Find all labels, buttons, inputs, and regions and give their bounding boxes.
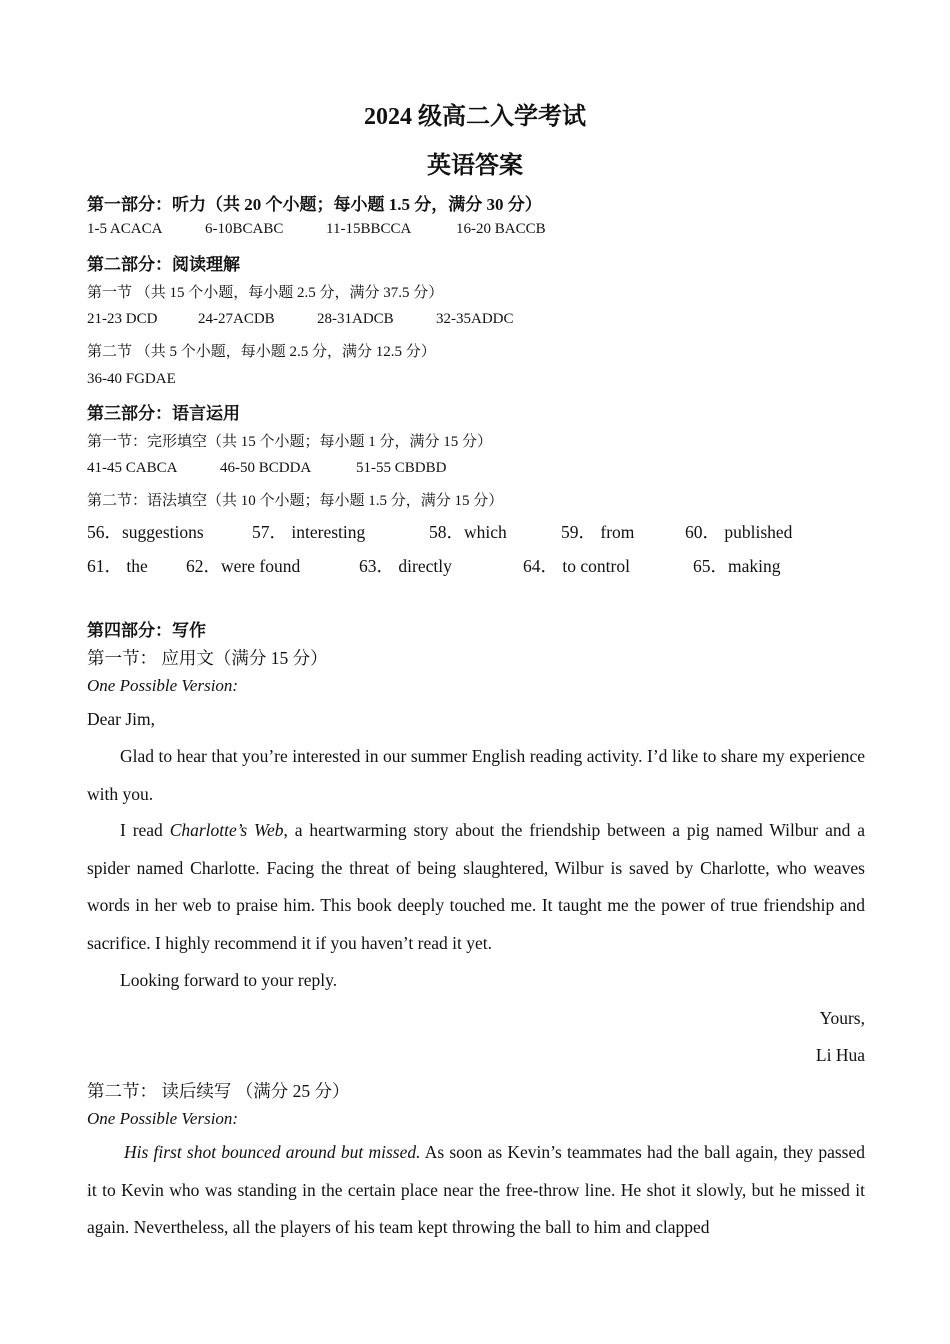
letter-p2-rest: , a heartwarming story about the friendship between a pig named Wilbur and a spider named Charlotte. Facing the threat of being slaughtered, Wilbur is saved by Charlotte, who weaves words in her web to praise him. This book deeply touched me. It taught me the power of true friendship and sacrifice. I highly recommend it if you haven’t read it yet. bbox=[87, 820, 865, 953]
letter-greeting: Dear Jim, bbox=[87, 709, 156, 729]
version-label: One Possible Version: bbox=[87, 676, 239, 695]
grammar-answer: 64． to control bbox=[523, 556, 630, 576]
answer-group: 46-50 BCDDA bbox=[220, 460, 312, 476]
grammar-answer: 63． directly bbox=[359, 556, 452, 576]
answer-group: 21-23 DCD bbox=[87, 311, 158, 327]
letter-closing: Yours, bbox=[819, 1008, 865, 1028]
part1-heading: 第一部分：听力（共 20 个小题；每小题 1.5 分，满分 30 分） bbox=[87, 195, 542, 214]
letter-signature: Li Hua bbox=[815, 1045, 865, 1065]
part4-section2-heading: 第二节： 读后续写 （满分 25 分） bbox=[87, 1081, 350, 1101]
part3-section1-heading: 第一节：完形填空（共 15 个小题；每小题 1 分，满分 15 分） bbox=[87, 434, 493, 450]
grammar-answer: 61． the bbox=[87, 556, 148, 576]
answer-group: 16-20 BACCB bbox=[456, 221, 546, 237]
grammar-answer: 57． interesting bbox=[252, 522, 366, 542]
page-title: 2024 级高二入学考试 bbox=[364, 104, 586, 130]
part2-section1-heading: 第一节 （共 15 个小题，每小题 2.5 分，满分 37.5 分） bbox=[87, 285, 444, 301]
part2-heading: 第二部分：阅读理解 bbox=[87, 255, 240, 274]
part3-section1-answers bbox=[87, 460, 446, 477]
answer-group: 51-55 CBDBD bbox=[356, 460, 447, 476]
answer-group: 6-10BCABC bbox=[205, 221, 284, 237]
answer-group: 1-5 ACACA bbox=[87, 221, 163, 237]
part1-answers bbox=[87, 221, 546, 238]
page-subtitle: 英语答案 bbox=[427, 153, 523, 179]
part2-section2-answers: 36-40 FGDAE bbox=[87, 371, 176, 387]
book-title: Charlotte’s Web bbox=[169, 820, 284, 840]
part4-heading: 第四部分：写作 bbox=[87, 621, 206, 640]
part2-section2-heading: 第二节 （共 5 个小题，每小题 2.5 分，满分 12.5 分） bbox=[87, 344, 436, 360]
version-label-2: One Possible Version: bbox=[87, 1109, 239, 1128]
answer-group: 32-35ADDC bbox=[436, 311, 514, 327]
part3-heading: 第三部分：语言运用 bbox=[87, 404, 240, 423]
part4-section1-heading: 第一节： 应用文（满分 15 分） bbox=[87, 648, 328, 668]
part3-section2-heading: 第二节：语法填空（共 10 个小题；每小题 1.5 分，满分 15 分） bbox=[87, 493, 504, 509]
grammar-answer: 65．making bbox=[693, 556, 781, 576]
grammar-answer: 62．were found bbox=[186, 556, 301, 576]
letter-paragraph-2 bbox=[87, 812, 865, 962]
grammar-answer: 56．suggestions bbox=[87, 522, 204, 542]
grammar-answer: 60． published bbox=[685, 522, 793, 542]
part2-section1-answers bbox=[87, 311, 514, 328]
answer-group: 11-15BBCCA bbox=[326, 221, 412, 237]
story-opening: His first shot bounced around but missed. bbox=[124, 1142, 421, 1162]
answer-group: 41-45 CABCA bbox=[87, 460, 178, 476]
grammar-answer: 58．which bbox=[429, 522, 507, 542]
answer-group: 24-27ACDB bbox=[198, 311, 275, 327]
story-paragraph bbox=[87, 1134, 865, 1247]
letter-paragraph-1: Glad to hear that you’re interested in our summer English reading activity. I’d like to share my experience with you. bbox=[87, 746, 865, 804]
letter-p2-prefix: I read bbox=[120, 820, 170, 840]
answer-group: 28-31ADCB bbox=[317, 311, 394, 327]
story-rest: As soon as Kevin’s teammates had the ball again, they passed it to Kevin who was standing in the certain place near the free-throw line. He shot it slowly, but he missed it again. Nevertheless, all the players of his team kept throwing the ball to him and clapped bbox=[87, 1142, 865, 1237]
grammar-answer: 59． from bbox=[561, 522, 635, 542]
letter-paragraph-3: Looking forward to your reply. bbox=[120, 970, 338, 990]
